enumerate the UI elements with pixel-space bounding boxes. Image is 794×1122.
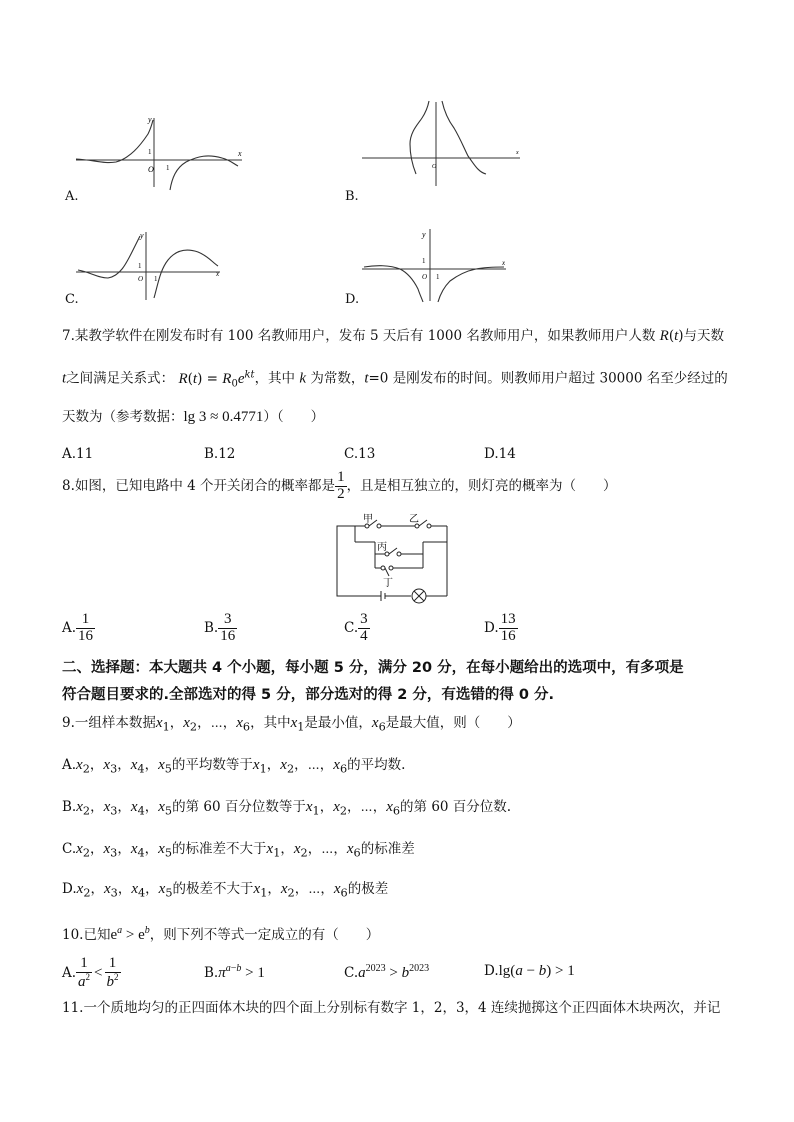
q8-option-a[interactable] — [62, 612, 95, 645]
q8-option-a-letter: A. — [62, 619, 77, 636]
graph-a-label: A. — [65, 189, 79, 204]
q7-line1 — [62, 329, 724, 344]
q8-option-b-letter: B. — [204, 619, 219, 636]
q9-x6: $x_6$ — [371, 715, 386, 734]
q9-option-c-subset: $x_2$，$x_3$，$x_4$，$x_5$ — [76, 841, 173, 860]
q9-stem-text: 9.一组样本数据 — [62, 715, 156, 731]
q7-line2-const: 为常数， — [310, 370, 365, 387]
q7-k-var: k — [299, 370, 307, 387]
q7-t-var: t — [62, 370, 67, 387]
q7-option-c[interactable]: C.13 — [344, 446, 376, 462]
graph-d-y-label: y — [422, 230, 426, 239]
q10-option-c[interactable] — [344, 964, 429, 981]
graph-a-xone: 1 — [166, 164, 170, 172]
q10-stem-tail: ，则下列不等式一定成立的有（ ） — [149, 927, 380, 943]
q8-option-d-den: 16 — [500, 627, 516, 644]
q8-option-a-fraction — [76, 612, 95, 645]
graph-a-one: 1 — [148, 148, 152, 156]
graph-c-xone: 1 — [154, 275, 158, 283]
q10-option-a-frac2: $\frac{1}{b^2}$ — [106, 955, 119, 990]
q10-option-a-lt: < — [94, 964, 103, 981]
q7-t0-var: t — [364, 370, 369, 387]
q9-stem-tail: 是最大值，则（ ） — [385, 715, 521, 731]
q11-line1: 11.一个质地均匀的正四面体木块的四个面上分别标有数字 1，2，3，4 连续抛掷这个正四面体木块两次，并记 — [62, 1000, 721, 1016]
q7-line3 — [62, 410, 324, 425]
q9-option-c[interactable] — [62, 842, 415, 859]
q9-option-a-subset: $x_2$，$x_3$，$x_4$，$x_5$ — [76, 757, 172, 776]
q8-option-c-den: 4 — [360, 627, 368, 644]
q9-option-c-full: $x_1$，$x_2$，⋯，$x_6$ — [266, 841, 361, 860]
q9-option-c-end: 的标准差 — [360, 841, 415, 857]
q10-option-b-letter: B. — [204, 965, 219, 981]
graph-c-origin: O — [138, 275, 144, 283]
q9-option-a[interactable] — [62, 758, 405, 775]
q10-option-d-letter: D. — [484, 963, 499, 979]
graph-d-one: 1 — [422, 257, 426, 265]
q9-stem — [62, 716, 521, 733]
q8-stem-text: 8.如图，已知电路中 4 个开关闭合的概率都是 — [62, 477, 336, 494]
q8-option-d[interactable] — [484, 612, 518, 645]
q7-line3-text: 天数为（参考数据： — [62, 409, 184, 425]
q7-line2 — [62, 370, 728, 389]
q9-stem-mid: ，其中 — [250, 715, 291, 731]
q10-option-b[interactable] — [204, 964, 265, 981]
q8-option-c[interactable] — [344, 612, 370, 645]
q7-option-a[interactable]: A.11 — [62, 446, 94, 462]
q9-option-a-letter: A. — [62, 757, 77, 773]
q10-option-c-expr: $a^{2023} > b^{2023}$ — [358, 963, 430, 981]
q8-stem — [62, 470, 617, 503]
graph-d — [360, 225, 520, 305]
q8-switch-yi: 乙 — [409, 514, 419, 525]
q8-option-b[interactable] — [204, 612, 237, 645]
q10-option-a-letter: A. — [62, 964, 77, 981]
q9-option-d-full: $x_1$，$x_2$，⋯，$x_6$ — [253, 881, 348, 900]
graph-a-y-label: y — [148, 115, 152, 124]
graph-c-y-label: y — [140, 231, 144, 240]
q8-option-d-letter: D. — [484, 619, 499, 636]
graph-b-x-label: x — [516, 150, 519, 156]
q10-condition: $e^a > e^b$ — [110, 925, 150, 943]
q7-rt-formula: R(t) — [659, 328, 684, 344]
q10-option-a[interactable] — [62, 956, 121, 991]
graph-d-origin: O — [422, 273, 428, 281]
graph-c — [74, 228, 234, 303]
q8-half-num: 1 — [337, 469, 345, 485]
graph-b-origin: O — [432, 164, 437, 170]
q10-stem — [62, 926, 379, 943]
q8-option-d-num: 13 — [500, 611, 516, 627]
q7-model-formula: $R(t) = R_0e^{kt}$ — [178, 369, 255, 390]
graph-b-label: B. — [345, 189, 359, 204]
graph-a-origin: O — [148, 165, 154, 174]
graph-d-label: D. — [345, 292, 360, 307]
q9-option-d-end: 的极差 — [347, 881, 389, 897]
graph-d-xone: 1 — [436, 273, 440, 281]
q7-ref-data: lg 3 ≈ 0.4771 — [183, 409, 264, 425]
q7-line2-text: 之间满足关系式： — [66, 370, 175, 387]
graph-d-x-label: x — [502, 259, 506, 267]
q8-switch-jia: 甲 — [363, 514, 373, 525]
graph-a-x-label: x — [238, 149, 242, 158]
q7-line1-tail: 与天数 — [683, 328, 725, 344]
q9-option-d-letter: D. — [62, 881, 77, 897]
q8-switch-ding: 丁 — [383, 578, 393, 589]
q9-option-c-mid: 的标准差不大于 — [172, 841, 267, 857]
q10-option-c-letter: C. — [344, 965, 359, 981]
q8-option-a-den: 16 — [78, 627, 94, 644]
q10-option-b-expr: $\pi^{a-b} > 1$ — [218, 963, 265, 981]
q9-option-b-mid: 的第 60 百分位数等于 — [172, 799, 306, 815]
q9-option-d-mid: 的极差不大于 — [172, 881, 254, 897]
q8-half-fraction — [335, 470, 347, 503]
q8-option-c-fraction — [358, 612, 370, 645]
q9-option-a-mid: 的平均数等于 — [171, 757, 253, 773]
q8-option-d-fraction — [499, 612, 518, 645]
q9-option-a-full: $x_1$，$x_2$，⋯，$x_6$ — [252, 757, 348, 776]
graph-c-one: 1 — [138, 262, 142, 270]
q9-option-b[interactable] — [62, 800, 511, 817]
q10-option-d[interactable] — [484, 964, 575, 979]
q8-half-den: 2 — [337, 485, 345, 502]
q8-option-c-letter: C. — [344, 619, 359, 636]
q8-stem-tail: ，且是相互独立的，则灯亮的概率为（ ） — [346, 477, 617, 494]
q10-stem-text: 10.已知 — [62, 927, 111, 943]
q9-option-d-subset: $x_2$，$x_3$，$x_4$，$x_5$ — [76, 881, 173, 900]
q9-option-d[interactable] — [62, 882, 388, 899]
q8-option-c-num: 3 — [360, 611, 368, 627]
q7-line3-tail: ）（ ） — [263, 409, 325, 425]
q7-option-d[interactable]: D.14 — [484, 446, 516, 462]
q7-option-b[interactable]: B.12 — [204, 446, 236, 462]
q10-option-d-expr: lg(a − b) > 1 — [498, 963, 575, 979]
q9-option-b-letter: B. — [62, 799, 77, 815]
q10-option-a-frac1: $\frac{1}{a^2}$ — [78, 955, 91, 990]
q7-line2-tail: =0 是刚发布的时间。则教师用户超过 30000 名至少经过的 — [368, 370, 728, 387]
q8-option-b-den: 16 — [220, 627, 236, 644]
q9-option-c-letter: C. — [62, 841, 77, 857]
q9-x1: $x_1$ — [290, 715, 305, 734]
section2-line1: 二、选择题：本大题共 4 个小题，每小题 5 分，满分 20 分，在每小题给出的选项中，有多项是 — [62, 660, 684, 676]
graph-b — [360, 98, 530, 188]
graph-a — [74, 112, 254, 192]
q9-stem-min: 是最小值， — [304, 715, 372, 731]
q7-line1-text: 7.某教学软件在刚发布时有 100 名教师用户，发布 5 天后有 1000 名教师用户，如果教师用户人数 — [62, 328, 656, 344]
graph-c-label: C. — [65, 292, 79, 307]
q7-line2-mid: ，其中 — [254, 370, 296, 387]
q9-option-b-subset: $x_2$，$x_3$，$x_4$，$x_5$ — [76, 799, 173, 818]
q8-option-b-num: 3 — [218, 612, 237, 629]
q8-option-a-num: 1 — [76, 612, 95, 629]
q9-option-a-end: 的平均数. — [347, 757, 406, 773]
q9-data-list: $x_1$，$x_2$，⋯，$x_6$ — [155, 715, 251, 734]
q9-option-b-full: $x_1$，$x_2$，⋯，$x_6$ — [305, 799, 401, 818]
q9-option-b-end: 的第 60 百分位数. — [400, 799, 512, 815]
q8-circuit-diagram — [325, 512, 465, 604]
section2-line2: 符合题目要求的.全部选对的得 5 分，部分选对的得 2 分，有选错的得 0 分. — [62, 687, 555, 703]
q8-option-b-fraction — [218, 612, 237, 645]
q8-switch-bing: 丙 — [377, 542, 387, 553]
graph-c-x-label: x — [216, 270, 220, 278]
